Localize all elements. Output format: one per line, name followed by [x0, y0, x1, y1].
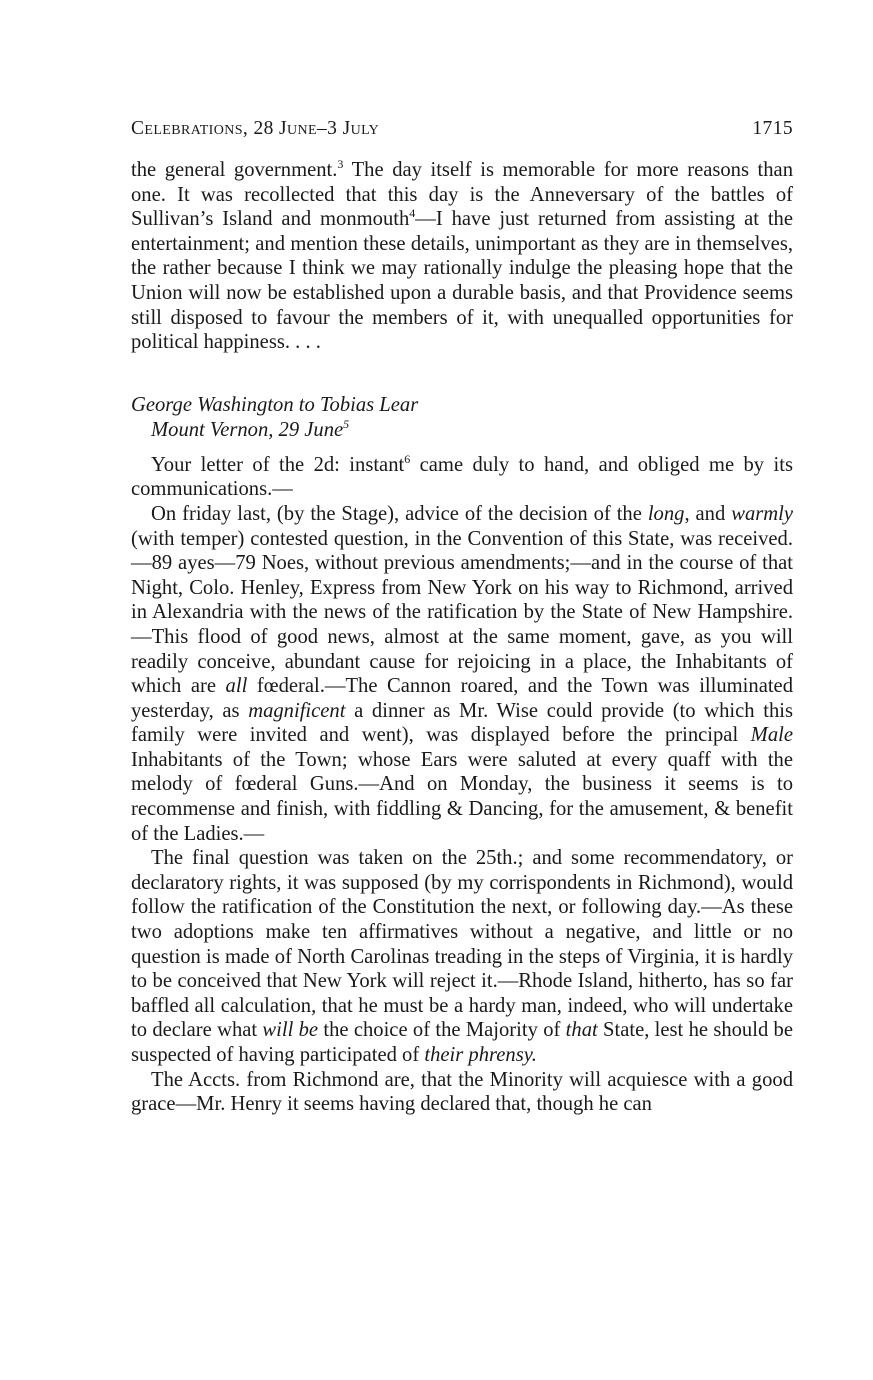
italic-run: Male — [750, 724, 793, 747]
footnote-marker: 6 — [404, 451, 411, 466]
running-head-title: Celebrations, 28 June–3 July — [131, 118, 380, 139]
letter-body — [131, 453, 793, 1117]
letter-paragraph — [131, 846, 793, 1067]
letter-heading — [131, 393, 793, 443]
footnote-marker: 5 — [343, 416, 350, 431]
italic-run: all — [225, 675, 248, 698]
dateline-text: Mount Vernon, 29 June — [151, 418, 344, 441]
text-run: The Accts. from Richmond are, that the Minority will acquiesce with a good grace—Mr. Henry it seems having declared that, though he can — [131, 1068, 793, 1116]
italic-run: long — [647, 502, 685, 525]
letter-title: George Washington to Tobias Lear — [131, 393, 419, 416]
text-run: On friday last, (by the Stage), advice of the decision of the — [151, 502, 648, 525]
text-run: Inhabitants of the Town; whose Ears were saluted at every quaff with the melody of fœderal Guns.—And on Monday, the business it seems is to recommense and finish, with fiddling & Dancing, for the amusement, & benefit of the Ladies.— — [131, 748, 793, 845]
text-run: The final question was taken on the 25th.; and some recommendatory, or declaratory rights, it was supposed (by my corrispondents in Richmond), would follow the ratification of the Constitution the next, or following day.—As these two adoptions make ten affirmatives without a negative, and little or no question is made of North Carolinas treading in the steps of Virginia, it is hardly to be conceived that New York will reject it.—Rhode Island, hitherto, has so far baffled all calculation, that he must be a hardy man, indeed, who will undertake to declare what — [131, 847, 793, 1042]
letter-paragraph — [131, 1068, 793, 1117]
text-run: (with temper) contested question, in the Convention of this State, was received.—89 ayes—79 Noes, without previous amendments;—and in the course of that Night, Colo. Henley, Express from New York on his way to Richmond, arrived in Alexandria with the news of the ratification by the State of New Hampshire.—This flood of good news, almost at the same moment, gave, as you will readily conceive, abundant cause for rejoicing in a place, the Inhabitants of which are — [131, 527, 793, 698]
text-run: fœderal.—The Cannon roared, and the Town was illuminated yesterday, as — [131, 675, 793, 722]
opening-paragraph — [131, 158, 793, 355]
text-run: came duly to hand, and obliged me by its communications.— — [131, 453, 793, 501]
italic-run: warmly — [731, 502, 793, 525]
opening-text: —I have just returned from assisting at the entertainment; and mention these details, unimportant as they are in themselves, the rather because I think we may rationally indulge the pleasing hope that the Union will now be established upon a durable basis, and that Providence seems still disposed to favour the members of it, with unequalled opportunities for political happiness. . . . — [131, 208, 793, 354]
italic-run: that — [565, 1019, 598, 1042]
italic-run: magnificent — [248, 699, 346, 722]
text-run: the choice of the Majority of — [318, 1019, 566, 1042]
text-run: , and — [684, 502, 732, 525]
italic-run: their phrensy. — [424, 1044, 537, 1066]
page-number: 1715 — [752, 118, 793, 139]
opening-text: The day itself is memorable for more reasons than one. It was recollected that this day is the Anneversary of the battles of Sullivan’s Island and monmouth — [131, 159, 793, 231]
letter-dateline — [131, 418, 793, 443]
running-head — [131, 118, 793, 158]
letter-paragraph — [131, 453, 793, 502]
footnote-marker: 4 — [409, 206, 416, 221]
italic-run: will be — [262, 1019, 319, 1042]
text-run: State, lest he should be suspected of having participated of — [131, 1019, 793, 1066]
text-run: a dinner as Mr. Wise could provide (to which this family were invited and went), was displayed before the principal — [131, 699, 793, 747]
letter-paragraph — [131, 502, 793, 846]
document-page — [131, 118, 793, 1117]
opening-text: the general government. — [131, 159, 338, 181]
footnote-marker: 3 — [337, 157, 344, 171]
text-run: Your letter of the 2d: instant — [151, 453, 405, 476]
